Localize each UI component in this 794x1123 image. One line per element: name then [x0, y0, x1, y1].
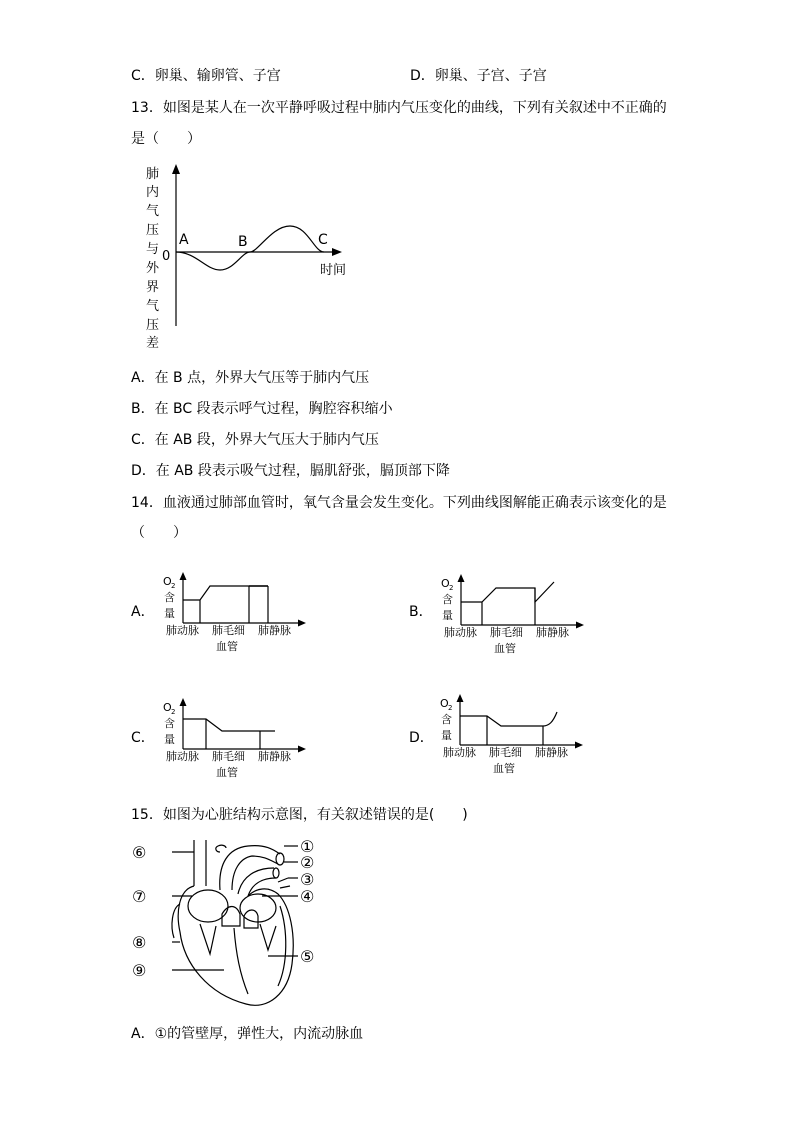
label-2: ②	[300, 853, 315, 872]
q13-pressure-graph	[140, 160, 370, 355]
q13-option-d: D．在 AB 段表示吸气过程，膈肌舒张，膈顶部下降	[131, 463, 450, 479]
arrow-icon	[298, 746, 306, 753]
capillary-label: 肺毛细	[490, 626, 523, 639]
y-axis-arrow-icon	[172, 164, 180, 174]
q14-stem-line1: 14．血液通过肺部血管时，氧气含量会发生变化。下列曲线图解能正确表示该变化的是	[131, 495, 667, 511]
q14-graph-a	[160, 568, 310, 660]
capillary-label-2: 血管	[216, 766, 238, 779]
arrow-icon	[457, 694, 464, 702]
artery-label: 肺动脉	[443, 746, 476, 759]
vein-label: 肺静脉	[536, 626, 569, 639]
q14-option-a: A．	[131, 604, 155, 620]
q13-option-c: C．在 AB 段，外界大气压大于肺内气压	[131, 432, 379, 448]
q14-graph-c	[160, 694, 310, 786]
label-3: ③	[300, 870, 315, 889]
o2-label: O	[441, 577, 450, 590]
label-5: ⑤	[300, 947, 315, 966]
o2-label: O	[163, 701, 172, 714]
content-label: 含	[442, 593, 453, 606]
aorta-opening	[276, 853, 284, 865]
x-axis-label: 时间	[320, 263, 347, 278]
label-7: ⑦	[132, 887, 147, 906]
q13-option-a: A．在 B 点，外界大气压等于肺内气压	[131, 370, 370, 386]
vena-cava-vessel	[194, 840, 206, 886]
vein-label: 肺静脉	[535, 746, 568, 759]
q14-option-b: B．	[409, 604, 433, 620]
ylabel-char: 气	[146, 204, 160, 219]
ylabel-char: 肺	[146, 167, 160, 182]
semilunar-valve	[222, 907, 240, 927]
o2-subscript: 2	[448, 704, 453, 712]
o2-line	[461, 582, 554, 602]
point-b-label: B	[238, 234, 248, 250]
x-axis-arrow-icon	[332, 248, 342, 256]
label-9: ⑨	[132, 961, 147, 980]
artery-label: 肺动脉	[444, 626, 477, 639]
ylabel-char: 外	[146, 261, 160, 276]
o2-line	[460, 716, 543, 726]
vein-label: 肺静脉	[258, 750, 291, 763]
point-c-label: C	[318, 232, 328, 248]
artery-label: 肺动脉	[166, 624, 199, 637]
o2-subscript: 2	[171, 708, 176, 716]
pulmonary-vein-vessel	[278, 878, 290, 888]
q14-option-d: D．	[409, 730, 434, 746]
arrow-icon	[298, 620, 306, 627]
q15-option-a: A．①的管壁厚，弹性大，内流动脉血	[131, 1026, 364, 1042]
arrow-icon	[180, 698, 187, 706]
q12-option-c: C．卵巢、输卵管、子宫	[131, 68, 281, 84]
ylabel-char: 差	[146, 336, 160, 351]
artery-label: 肺动脉	[166, 750, 199, 763]
label-8: ⑧	[132, 933, 147, 952]
capillary-label: 肺毛细	[212, 750, 245, 763]
q13-option-b: B．在 BC 段表示呼气过程，胸腔容积缩小	[131, 401, 393, 417]
ylabel-char: 界	[146, 280, 160, 295]
capillary-label-2: 血管	[216, 640, 238, 653]
q14-stem-line2: （ ）	[131, 525, 187, 541]
q13-stem-line1: 13．如图是某人在一次平静呼吸过程中肺内气压变化的曲线，下列有关叙述中不正确的	[131, 100, 667, 116]
amount-label: 量	[442, 609, 453, 622]
label-6: ⑥	[132, 843, 147, 862]
q15-heart-diagram	[128, 834, 328, 1014]
q14-graph-d	[437, 690, 587, 782]
o2-subscript: 2	[449, 584, 454, 592]
capillary-label: 肺毛细	[489, 746, 522, 759]
arrow-icon	[575, 742, 583, 749]
capillary-label-2: 血管	[494, 642, 516, 655]
vein-label: 肺静脉	[258, 624, 291, 637]
pulmonary-artery-vessel	[238, 868, 276, 896]
content-label: 含	[164, 717, 175, 730]
o2-line	[183, 719, 275, 731]
ylabel-char: 压	[146, 223, 160, 238]
o2-label: O	[440, 697, 449, 710]
o2-line-end	[543, 712, 557, 726]
q12-option-d: D．卵巢、子宫、子宫	[410, 68, 547, 84]
left-valve-chordae	[260, 924, 276, 950]
capillary-label: 肺毛细	[212, 624, 245, 637]
amount-label: 量	[441, 729, 452, 742]
ylabel-char: 气	[146, 299, 160, 314]
arrow-icon	[180, 572, 187, 580]
right-valve-chordae	[200, 924, 216, 954]
q15-stem: 15．如图为心脏结构示意图，有关叙述错误的是( )	[131, 807, 468, 823]
arrow-icon	[458, 574, 465, 582]
point-a-label: A	[179, 232, 189, 248]
ylabel-char: 与	[146, 242, 160, 257]
content-label: 含	[441, 713, 452, 726]
capillary-label-2: 血管	[493, 762, 515, 775]
amount-label: 量	[164, 733, 175, 746]
o2-label: O	[163, 575, 172, 588]
septum	[234, 928, 248, 994]
ylabel-char: 内	[146, 185, 160, 200]
label-1: ①	[300, 837, 315, 856]
arrow-icon	[576, 622, 584, 629]
ylabel-char: 压	[146, 318, 160, 333]
pressure-curve	[176, 226, 324, 270]
amount-label: 量	[164, 607, 175, 620]
o2-line	[183, 586, 268, 600]
q13-y-label	[146, 166, 160, 351]
o2-subscript: 2	[171, 582, 176, 590]
q14-graph-b	[438, 570, 588, 662]
q13-stem-line2: 是（ ）	[131, 131, 201, 147]
label-4: ④	[300, 887, 315, 906]
origin-label: 0	[162, 249, 171, 264]
content-label: 含	[164, 591, 175, 604]
q14-option-c: C．	[131, 730, 155, 746]
